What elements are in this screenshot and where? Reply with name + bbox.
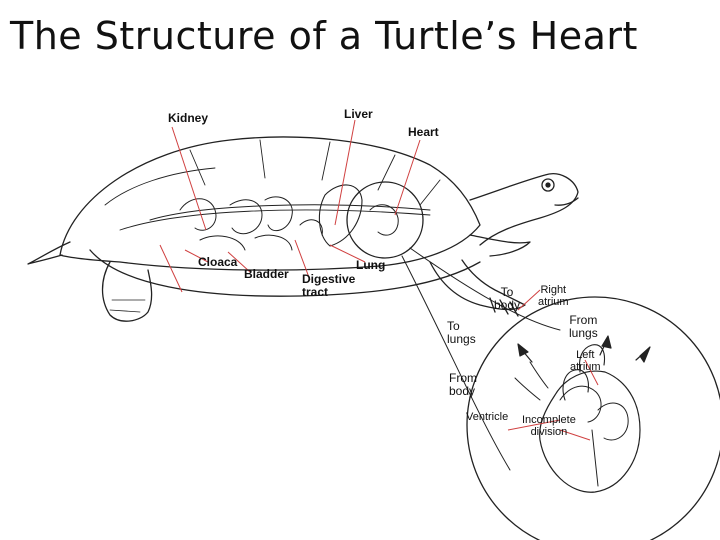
pointer-lines (160, 120, 598, 440)
turtle-tail (28, 242, 70, 264)
diagram-title: The Structure of a Turtle’s Heart (10, 14, 638, 58)
label-lung: Lung (356, 258, 386, 272)
label-incomplete-division: Incomplete division (522, 414, 576, 438)
label-left-atrium: Left atrium (570, 349, 601, 373)
label-cloaca: Cloaca (198, 255, 238, 269)
incomplete-division-line (592, 430, 598, 486)
label-to-body: To body (494, 285, 521, 312)
turtle-shell (60, 137, 480, 270)
turtle-back-leg (103, 262, 152, 321)
label-to-lungs: To lungs (447, 319, 476, 346)
label-right-atrium: Right atrium (538, 284, 569, 308)
label-from-body: From body (449, 371, 477, 398)
label-kidney: Kidney (168, 111, 209, 125)
turtle-neck (470, 174, 578, 245)
label-liver: Liver (344, 107, 373, 121)
label-ventricle: Ventricle (466, 411, 509, 423)
label-digestive-tract: Digestive tract (302, 272, 356, 299)
shell-scute-lines (105, 140, 440, 230)
label-heart: Heart (408, 125, 439, 139)
label-bladder: Bladder (244, 267, 289, 281)
label-from-lungs: From lungs (569, 313, 598, 340)
